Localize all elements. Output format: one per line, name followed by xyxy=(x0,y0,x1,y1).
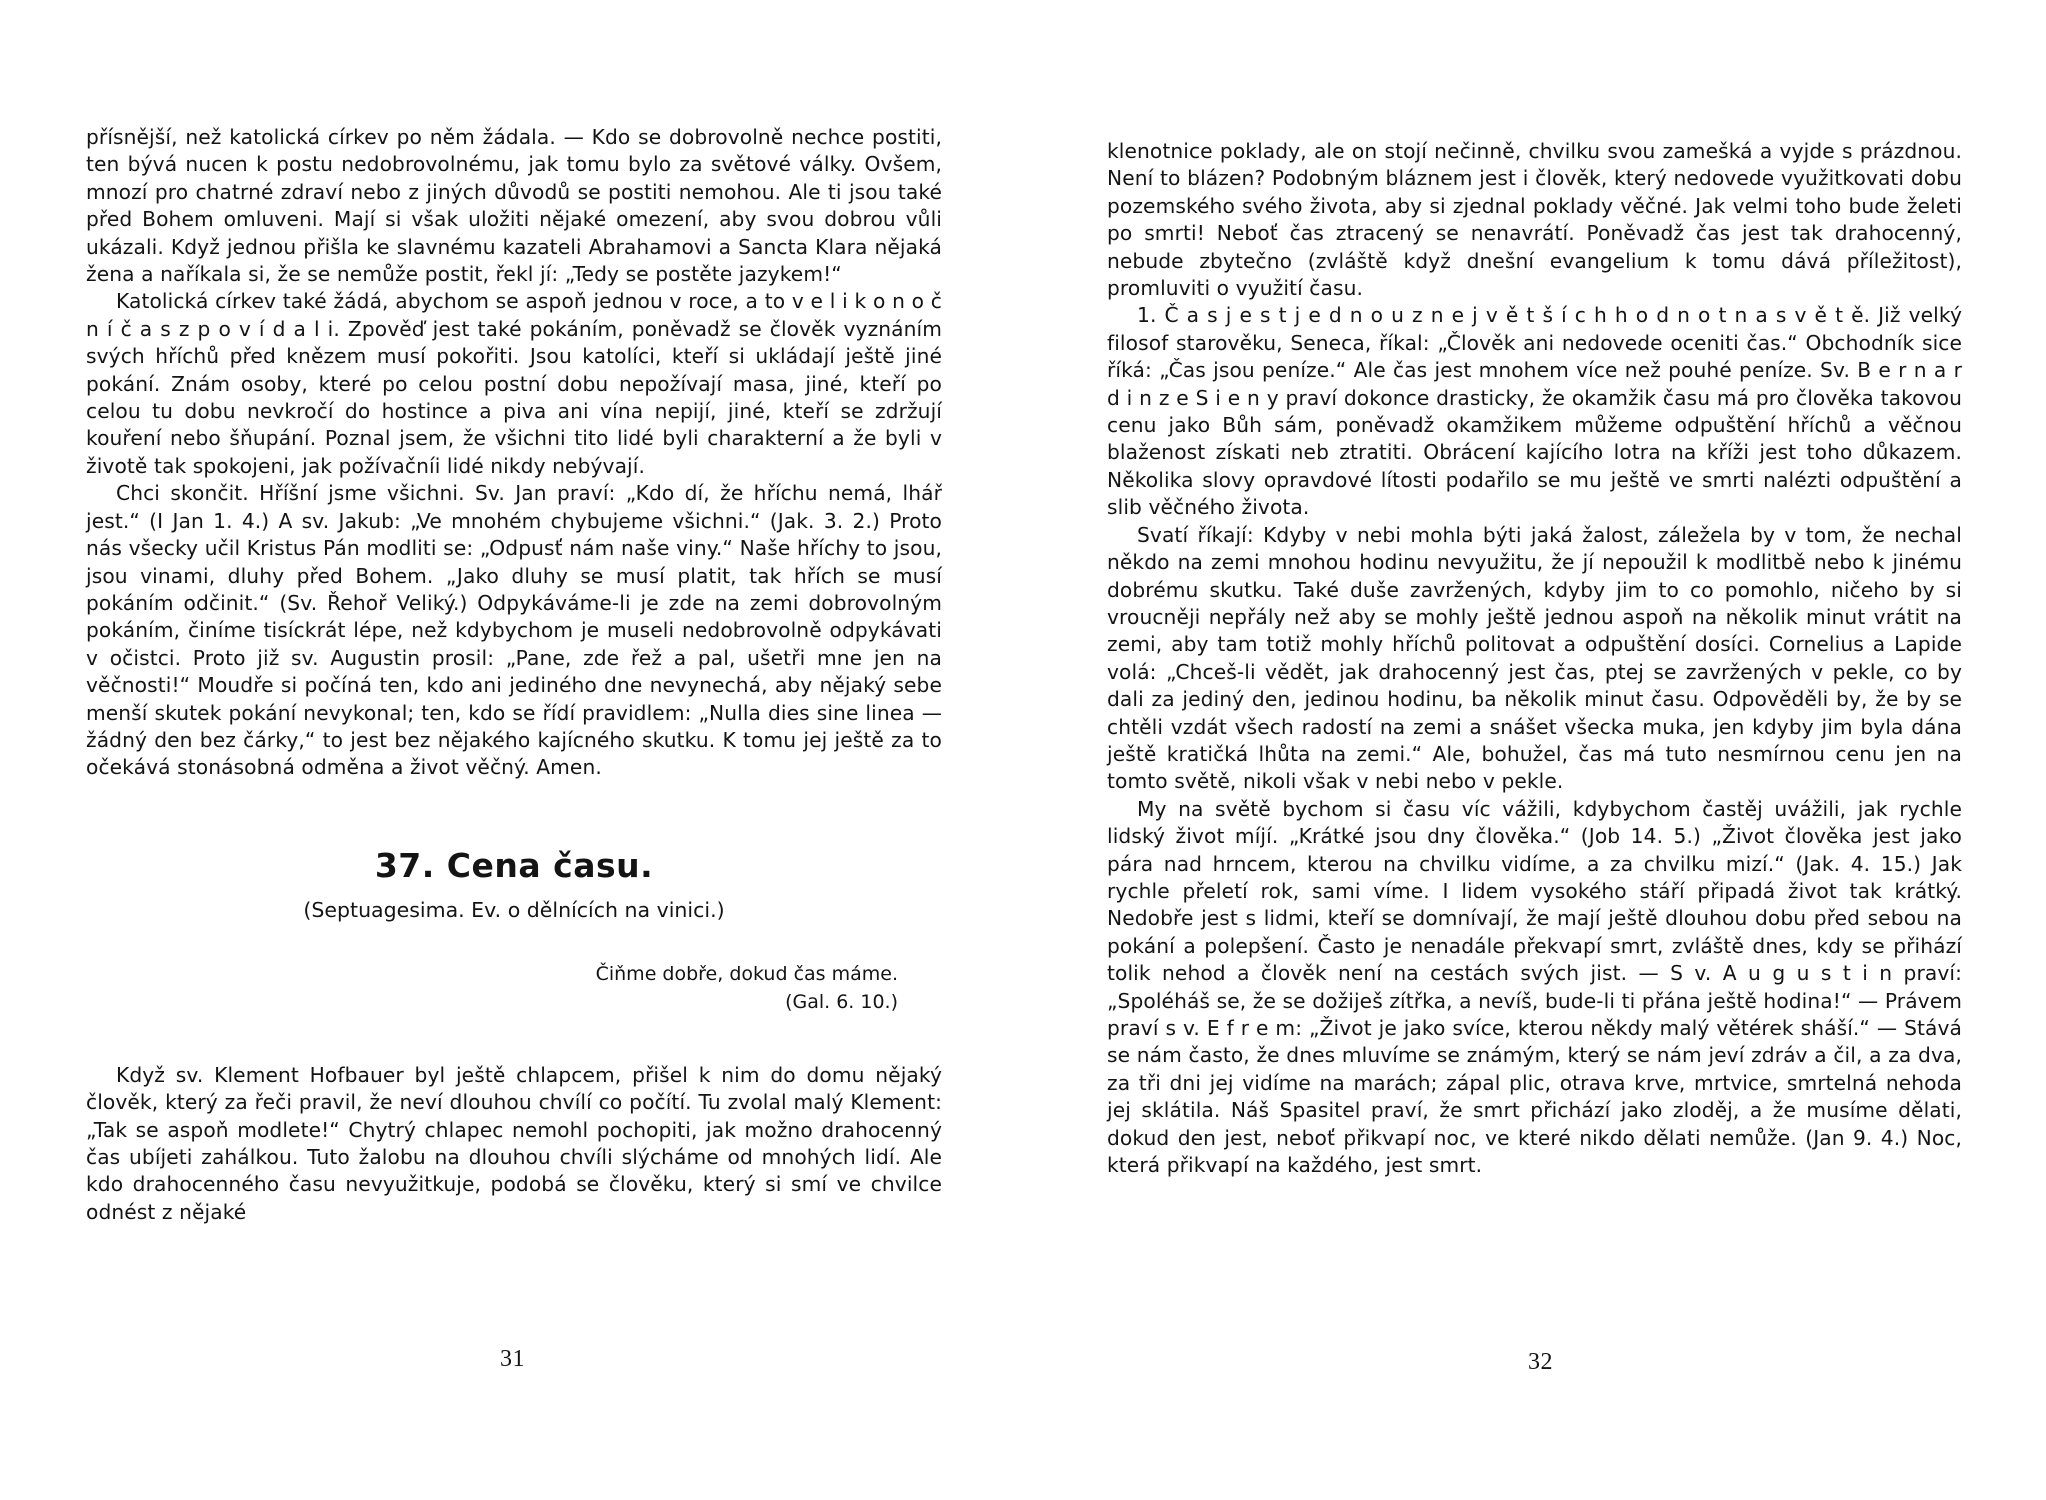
page-number: 32 xyxy=(1528,1349,1553,1375)
paragraph: Katolická církev také žádá, abychom se aspoň jednou v roce, a to v e l i k o n o č n í č a s z p o v í d a l i. Zpověď jest také pokáním, poněvadž se člověk vyznáním svých hříchů před knězem musí pokořiti. Jsou katolíci, kteří si ukládají ještě jiné pokání. Znám osoby, které po celou postní dobu nepožívají masa, jiné, kteří po celou tu dobu nevkročí do hostince a piva ani vína nepijí, jiné, kteří se zdržují kouření nebo šňupání. Poznal jsem, že všichni tito lidé byli charakterní a že byli v životě tak spokojeni, jak požívačníi lidé nikdy nebývají. xyxy=(86,289,942,478)
paragraph: Chci skončit. Hříšní jsme všichni. Sv. Jan praví: „Kdo dí, že hříchu nemá, lhář jest.“ (I Jan 1. 4.) A sv. Jakub: „Ve mnohém chybujeme všichni.“ (Jak. 3. 2.) Proto nás všecky učil Kristus Pán modliti se: „Odpusť nám naše viny.“ Naše hříchy to jsou, jsou vinami, dluhy před Bohem. „Jako dluhy se musí platit, tak hřích se musí pokáním odčinit.“ (Sv. Řehoř Veliký.) Odpykáváme-li je zde na zemi dobrovolným pokáním, činíme tisíckrát lépe, než kdybychom je museli nedobrovolně odpykávati v očistci. Proto již sv. Augustin prosil: „Pane, zde řež a pal, ušetři mne jen na věčnosti!“ Moudře si počíná ten, kdo ani jediného dne nevynechá, aby nějaký sebe menší skutek pokání nevykonal; ten, kdo se řídí pravidlem: „Nulla dies sine linea — žádný den bez čárky,“ to jest bez nějakého kajícného skutku. K tomu jej ještě za to očekává stonásobná odměna a život věčný. Amen. xyxy=(86,481,942,780)
paragraph: My na světě bychom si času víc vážili, kdybychom častěj uvážili, jak rychle lidský život míjí. „Krátké jsou dny člověka.“ (Job 14. 5.) „Život člověka jest jako pára nad hrncem, kterou na chvilku vidíme, a za chvilku mizí.“ (Jak. 4. 15.) Jak rychle přeletí rok, sami víme. I lidem vysokého stáří připadá život tak krátký. Nedobře jest s lidmi, kteří se domnívají, že mají ještě dlouhou dobu před sebou na pokání a polepšení. Často je nenadále překvapí smrt, zvláště dnes, kdy se přihází tolik nehod a člověk není na cestách svých jist. — S v. A u g u s t i n praví: „Spoléháš se, že se dožiješ zítřka, a nevíš, bude-li ti přána ještě hodina!“ — Právem praví s v. E f r e m: „Život je jako svíce, kterou někdy malý větérek sháší.“ — Stává se nám často, že dnes mluvíme se známým, který se nám jeví zdráv a čil, a za dva, za tři dni jej vidíme na marách; zápal plic, otrava krve, mrtvice, smrtelná nehoda jej sklátila. Náš Spasitel praví, že smrt přichází jako zloděj, a že musíme dělati, dokud den jest, neboť přikvapí noc, ve které nikdo dělati nemůže. (Jan 9. 4.) Noc, která přikvapí na každého, jest smrt. xyxy=(1107,796,1962,1178)
right-page xyxy=(1023,0,2046,1500)
chapter-subtitle: (Septuagesima. Ev. o dělnících na vinici.) xyxy=(303,897,725,922)
chapter-title: 37. Cena času. xyxy=(374,845,654,885)
paragraph: přísnější, než katolická církev po něm žádala. — Kdo se dobrovolně nechce postiti, ten bývá nucen k postu nedobrovolnému, jak tomu bylo za světové války. Ovšem, mnozí pro chatrné zdraví nebo z jiných důvodů se postiti nemohou. Ale ti jsou také před Bohem omluveni. Mají si však uložiti nějaké omezení, aby svou dobrou vůli ukázali. Když jednou přišla ke slavnému kazateli Abrahamovi a Sancta Klara nějaká žena a naříkala si, že se nemůže postit, řekl jí: „Tedy se postěte jazykem!“ xyxy=(86,125,942,287)
left-text-column xyxy=(86,124,942,1226)
right-text-column xyxy=(1107,138,1962,1179)
motto xyxy=(86,960,942,1016)
paragraph: klenotnice poklady, ale on stojí nečinně, chvilku svou zamešká a vyjde s prázdnou. Není to blázen? Podobným bláznem jest i člověk, který nedovede využitkovati dobu pozemského svého života, aby si zjednal poklady věčné. Jak velmi toho bude želeti po smrti! Neboť čas ztracený se nenavrátí. Poněvadž čas jest tak drahocenný, nebude zbytečno (zvláště když dnešní evangelium k tomu dává příležitost), promluviti o využití času. xyxy=(1107,139,1962,301)
page-number: 31 xyxy=(500,1346,525,1372)
motto-source: (Gal. 6. 10.) xyxy=(785,990,898,1013)
motto-text: Čiňme dobře, dokud čas máme. xyxy=(595,962,898,985)
paragraph: 1. Č a s j e s t j e d n o u z n e j v ě t š í c h h o d n o t n a s v ě t ě. Již velký filosof starověku, Seneca, říkal: „Člověk ani nedovede oceniti čas.“ Obchodník sice říká: „Čas jsou peníze.“ Ale čas jest mnohem více než pouhé peníze. Sv. B e r n a r d i n z e S i e n y praví dokonce drasticky, že okamžik času má pro člověka takovou cenu jako Bůh sám, poněvadž okamžikem můžeme odpuštění hříchů a věčnou blaženost získati neb ztratiti. Obrácení kajícího lotra na kříži jest toho důkazem. Několika slovy opravdové lítosti podařilo se mu ještě ve smrti nalézti odpuštění a slib věčného života. xyxy=(1107,303,1962,520)
paragraph: Když sv. Klement Hofbauer byl ještě chlapcem, přišel k nim do domu nějaký člověk, který za řeči pravil, že neví dlouhou chvílí co počítí. Tu zvolal malý Klement: „Tak se aspoň modlete!“ Chytrý chlapec nemohl pochopiti, jak možno drahocenný čas ubíjeti zahálkou. Tuto žalobu na dlouhou chvíli slýcháme od mnohých lidí. Ale kdo drahocenného času nevyužitkuje, podobá se člověku, který si smí ve chvilce odnést z nějaké xyxy=(86,1062,942,1224)
paragraph: Svatí říkají: Kdyby v nebi mohla býti jaká žalost, záležela by v tom, že nechal někdo na zemi mnohou hodinu nevyužitu, že jí nepoužil k modlitbě nebo k jinému dobrému skutku. Také duše zavržených, kdyby jim to co pomohlo, ničeho by si vroucněji nepřály než aby se mohly ještě jednou aspoň na několik minut vrátit na zemi, aby tam totiž mohly hříchů politovat a odpuštění dosíci. Cornelius a Lapide volá: „Chceš-li vědět, jak drahocenný jest čas, ptej se zavržených v pekle, co by dali za jediný den, jedinou hodinu, ba několik minut času. Odpověděli by, že by se chtěli vzdát všech radostí na zemi a snášet všecka muka, jen kdyby jim byla dána ještě kratičká lhůta na zemi.“ Ale, bohužel, čas má tuto nesmírnou cenu jen na tomto světě, nikoli však v nebi nebo v pekle. xyxy=(1107,522,1962,794)
